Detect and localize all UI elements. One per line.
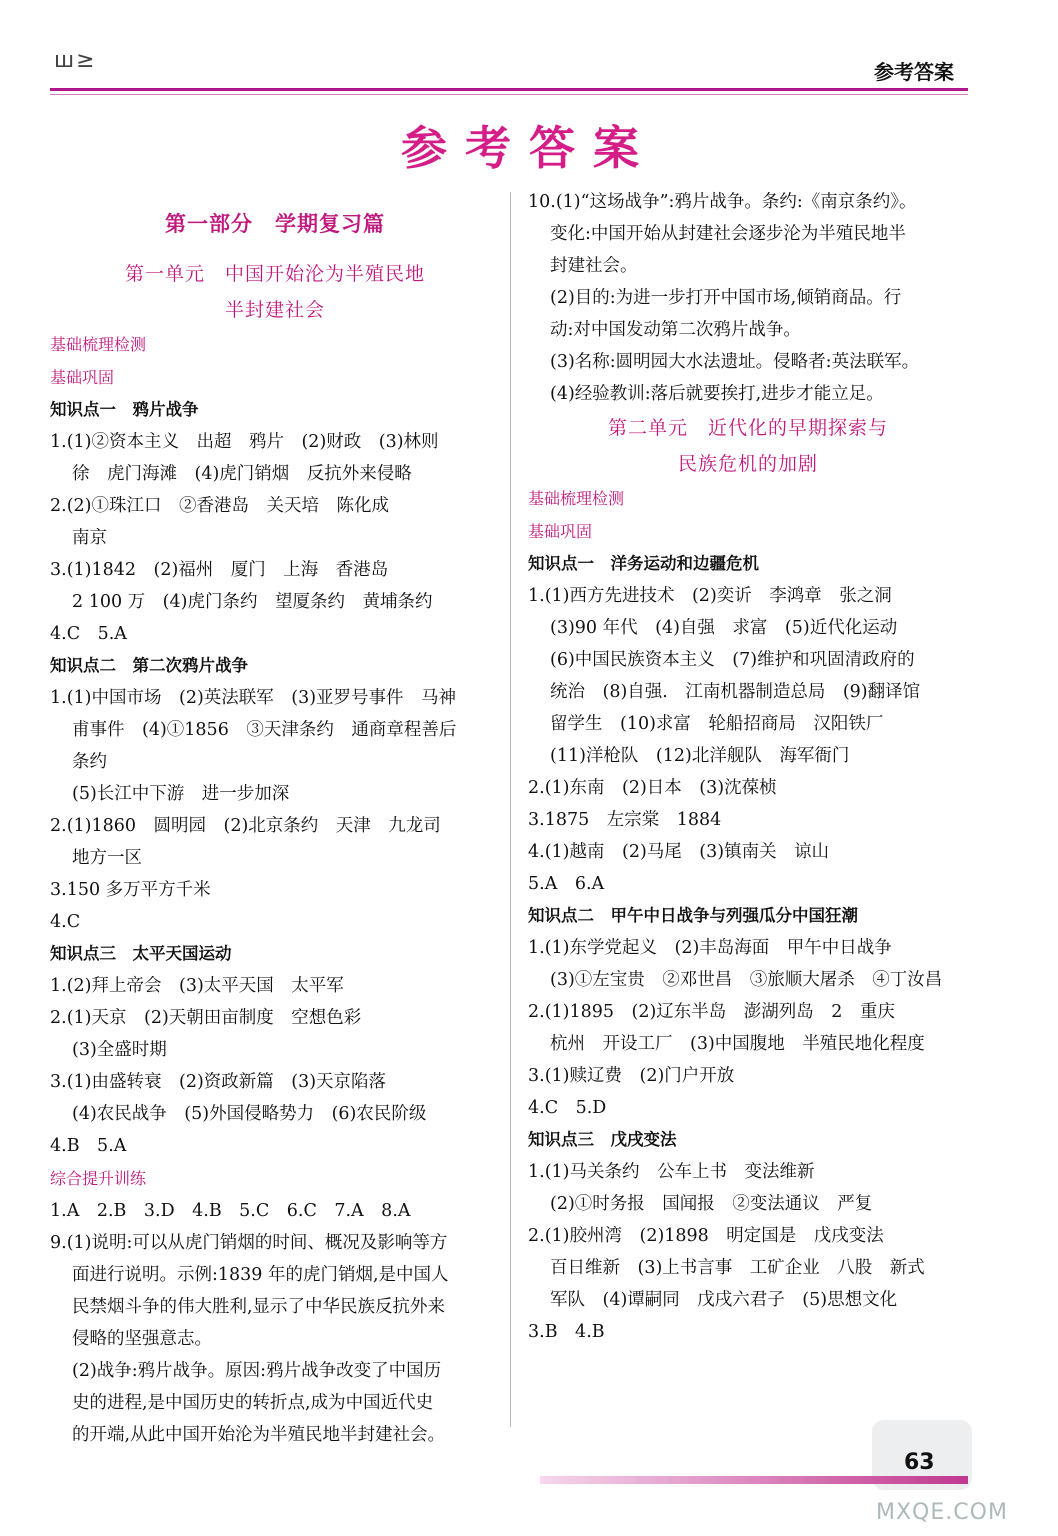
answer-line: 3.1875 左宗棠 1884 bbox=[528, 810, 722, 830]
page-number: 63 bbox=[904, 1450, 935, 1475]
answer-line-continued: (3)名称:圆明园大水法遗址。侵略者:英法联军。 bbox=[550, 352, 920, 372]
answer-line-continued: 变化:中国开始从封建社会逐步沦为半殖民地半 bbox=[550, 224, 906, 244]
answer-line: 2.(1)天京 (2)天朝田亩制度 空想色彩 bbox=[50, 1008, 362, 1028]
answer-line-continued: 军队 (4)谭嗣同 戊戌六君子 (5)思想文化 bbox=[550, 1290, 898, 1310]
section-label: 基础梳理检测 bbox=[528, 489, 625, 508]
answer-line: 2.(1)1895 (2)辽东半岛 澎湖列岛 2 重庆 bbox=[528, 1002, 895, 1022]
section-label: 基础巩固 bbox=[50, 368, 115, 387]
section-label: 基础巩固 bbox=[528, 522, 593, 541]
unit-heading: 第一单元 中国开始沦为半殖民地 bbox=[124, 263, 425, 285]
column-divider bbox=[510, 192, 511, 1427]
answer-line: 3.(1)赎辽费 (2)门户开放 bbox=[528, 1066, 735, 1086]
header-rule-thin bbox=[50, 94, 968, 95]
answer-line: 1.(1)马关条约 公车上书 变法维新 bbox=[528, 1162, 815, 1182]
answer-line-continued: (2)①时务报 国闻报 ②变法通议 严复 bbox=[550, 1194, 873, 1214]
answer-line-continued: 的开端,从此中国开始沦为半殖民地半封建社会。 bbox=[72, 1425, 446, 1445]
unit-heading: 民族危机的加剧 bbox=[677, 453, 818, 475]
header-logo-mark: ш≥ bbox=[54, 48, 97, 73]
answer-line: 1.(2)拜上帝会 (3)太平天国 太平军 bbox=[50, 976, 344, 996]
answer-line-continued: 侵略的坚强意志。 bbox=[72, 1329, 212, 1349]
answer-line-continued: 徐 虎门海滩 (4)虎门销烟 反抗外来侵略 bbox=[72, 464, 412, 484]
answer-line-continued: 面进行说明。示例:1839 年的虎门销烟,是中国人 bbox=[72, 1265, 449, 1285]
answer-line-continued: 留学生 (10)求富 轮船招商局 汉阳铁厂 bbox=[550, 714, 884, 734]
answer-line-continued: (6)中国民族资本主义 (7)维护和巩固清政府的 bbox=[550, 650, 915, 670]
knowledge-point-heading: 知识点一 鸦片战争 bbox=[50, 400, 199, 419]
answer-line: 3.(1)由盛转衰 (2)资政新篇 (3)天京陷落 bbox=[50, 1072, 387, 1092]
answer-line-continued: 史的进程,是中国历史的转折点,成为中国近代史 bbox=[72, 1393, 434, 1413]
footer-rule bbox=[540, 1476, 968, 1484]
answer-line: 1.(1)②资本主义 出超 鸦片 (2)财政 (3)林则 bbox=[50, 432, 439, 452]
part-heading: 第一部分 学期复习篇 bbox=[165, 212, 385, 236]
unit-heading: 第二单元 近代化的早期探索与 bbox=[607, 417, 888, 439]
watermark-text: MXQE.COM bbox=[876, 1500, 1008, 1525]
answer-line: 2.(1)东南 (2)日本 (3)沈葆桢 bbox=[528, 778, 777, 798]
answer-line: 1.(1)中国市场 (2)英法联军 (3)亚罗号事件 马神 bbox=[50, 688, 457, 708]
page-title: 参考答案 bbox=[401, 121, 657, 175]
page-header bbox=[0, 0, 1058, 110]
section-label: 综合提升训练 bbox=[50, 1169, 147, 1188]
answer-line-continued: 统治 (8)自强. 江南机器制造总局 (9)翻译馆 bbox=[550, 682, 921, 702]
answer-line-continued: 封建社会。 bbox=[550, 256, 638, 276]
answer-line-continued: 杭州 开设工厂 (3)中国腹地 半殖民地化程度 bbox=[550, 1034, 925, 1054]
answer-line-continued: 条约 bbox=[72, 752, 107, 772]
header-title: 参考答案 bbox=[874, 60, 954, 84]
answer-line-continued: 百日维新 (3)上书言事 工矿企业 八股 新式 bbox=[550, 1258, 925, 1278]
left-column bbox=[50, 186, 500, 1451]
answer-line: 9.(1)说明:可以从虎门销烟的时间、概况及影响等方 bbox=[50, 1233, 448, 1253]
answer-line-continued: (3)全盛时期 bbox=[72, 1040, 167, 1060]
unit-heading: 半封建社会 bbox=[224, 299, 325, 321]
answer-line-continued: (4)经验教训:落后就要挨打,进步才能立足。 bbox=[550, 384, 884, 404]
knowledge-point-heading: 知识点三 太平天国运动 bbox=[50, 944, 232, 963]
answer-line-continued: 动:对中国发动第二次鸦片战争。 bbox=[550, 320, 801, 340]
answer-line: 3.B 4.B bbox=[528, 1322, 605, 1342]
answer-line: 5.A 6.A bbox=[528, 874, 605, 894]
answer-line-continued: (2)战争:鸦片战争。原因:鸦片战争改变了中国历 bbox=[72, 1361, 442, 1381]
knowledge-point-heading: 知识点一 洋务运动和边疆危机 bbox=[528, 554, 759, 573]
answer-line: 3.(1)1842 (2)福州 厦门 上海 香港岛 bbox=[50, 560, 389, 580]
right-column bbox=[528, 186, 968, 1348]
answer-line: 4.(1)越南 (2)马尾 (3)镇南关 谅山 bbox=[528, 842, 830, 862]
answer-line: 2.(1)1860 圆明园 (2)北京条约 天津 九龙司 bbox=[50, 816, 441, 836]
answer-line: 1.(1)东学党起义 (2)丰岛海面 甲午中日战争 bbox=[528, 938, 892, 958]
section-label: 基础梳理检测 bbox=[50, 335, 147, 354]
knowledge-point-heading: 知识点二 甲午中日战争与列强瓜分中国狂潮 bbox=[528, 906, 858, 925]
answer-line: 3.150 多万平方千米 bbox=[50, 880, 211, 900]
answer-line: 2.(1)胶州湾 (2)1898 明定国是 戊戌变法 bbox=[528, 1226, 884, 1246]
answer-line: 1.A 2.B 3.D 4.B 5.C 6.C 7.A 8.A bbox=[50, 1201, 411, 1221]
answer-line-continued: (3)①左宝贵 ②邓世昌 ③旅顺大屠杀 ④丁汝昌 bbox=[550, 970, 943, 990]
answer-line: 2.(2)①珠江口 ②香港岛 关天培 陈化成 bbox=[50, 496, 389, 516]
answer-line-continued: 民禁烟斗争的伟大胜利,显示了中华民族反抗外来 bbox=[72, 1297, 446, 1317]
knowledge-point-heading: 知识点三 戊戌变法 bbox=[528, 1130, 677, 1149]
answer-line-continued: (4)农民战争 (5)外国侵略势力 (6)农民阶级 bbox=[72, 1104, 427, 1124]
answer-line-continued: (2)目的:为进一步打开中国市场,倾销商品。行 bbox=[550, 288, 902, 308]
header-rule bbox=[50, 88, 968, 91]
answer-line-continued: (3)90 年代 (4)自强 求富 (5)近代化运动 bbox=[550, 618, 898, 638]
answer-line-continued: 甫事件 (4)①1856 ③天津条约 通商章程善后 bbox=[72, 720, 457, 740]
answer-line-continued: 地方一区 bbox=[72, 848, 142, 868]
answer-line: 4.C bbox=[50, 912, 81, 932]
answer-line: 10.(1)“这场战争”:鸦片战争。条约:《南京条约》。 bbox=[528, 192, 917, 212]
answer-line-continued: 2 100 万 (4)虎门条约 望厦条约 黄埔条约 bbox=[72, 592, 433, 612]
answer-line: 4.B 5.A bbox=[50, 1136, 127, 1156]
answer-line-continued: 南京 bbox=[72, 528, 107, 548]
answer-line: 4.C 5.D bbox=[528, 1098, 607, 1118]
answer-line: 1.(1)西方先进技术 (2)奕䜣 李鸿章 张之洞 bbox=[528, 586, 892, 606]
answer-line: 4.C 5.A bbox=[50, 624, 127, 644]
answer-line-continued: (5)长江中下游 进一步加深 bbox=[72, 784, 290, 804]
knowledge-point-heading: 知识点二 第二次鸦片战争 bbox=[50, 656, 248, 675]
answer-line-continued: (11)洋枪队 (12)北洋舰队 海军衙门 bbox=[550, 746, 850, 766]
